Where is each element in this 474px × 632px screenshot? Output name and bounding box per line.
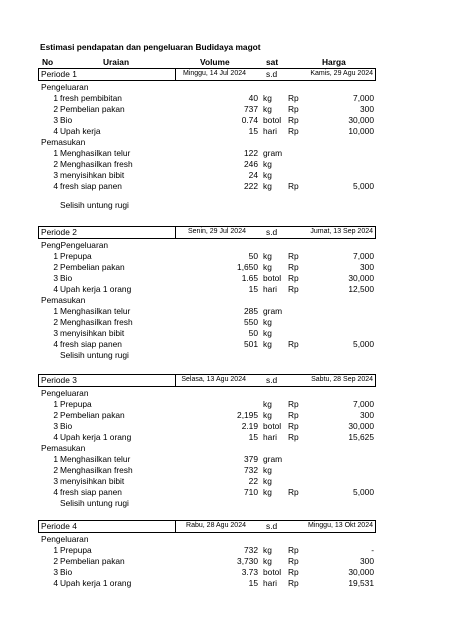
item-volume: 737 <box>244 103 258 114</box>
income-section-title: Pemasukan <box>41 136 86 147</box>
period-label: Periode 1 <box>41 69 77 79</box>
period-end-date: Kamis, 29 Agu 2024 <box>310 70 373 77</box>
item-price: 15,625 <box>348 431 374 442</box>
item-volume: 15 <box>248 431 258 442</box>
item-name: Bio <box>60 272 73 283</box>
item-volume: 24 <box>248 170 258 181</box>
item-volume: 3.73 <box>241 566 258 577</box>
item-currency: Rp <box>288 92 299 103</box>
item-name: Bio <box>60 420 73 431</box>
item-number: 4 <box>53 181 58 192</box>
item-currency: Rp <box>288 409 299 420</box>
expense-section-title: Pengeluaran <box>41 534 89 544</box>
item-volume: 732 <box>244 544 258 555</box>
item-unit: kg <box>263 409 272 420</box>
period-left-border <box>38 68 39 80</box>
period-left-border <box>38 520 39 532</box>
item-name: Pembelian pakan <box>60 103 125 114</box>
item-name: menyisihkan bibit <box>60 328 125 339</box>
item-name: Menghasilkan telur <box>60 148 131 159</box>
item-number: 3 <box>53 170 58 181</box>
period-bottom-border <box>38 532 376 533</box>
item-unit: kg <box>263 159 272 170</box>
item-currency: Rp <box>288 431 299 442</box>
item-unit: gram <box>263 454 283 465</box>
item-unit: hari <box>263 577 277 588</box>
expense-section-title: PengPengeluaran <box>41 240 109 250</box>
period-bottom-border <box>38 80 376 81</box>
item-volume: 40 <box>248 92 258 103</box>
item-name: Menghasilkan fresh <box>60 465 133 476</box>
item-volume: 15 <box>248 577 258 588</box>
item-currency: Rp <box>288 544 299 555</box>
item-volume: 50 <box>248 328 258 339</box>
item-unit: kg <box>263 339 272 350</box>
item-number: 2 <box>53 409 58 420</box>
item-volume: 122 <box>244 148 258 159</box>
item-currency: Rp <box>288 272 299 283</box>
item-number: 2 <box>53 159 58 170</box>
item-volume: 379 <box>244 454 258 465</box>
item-volume: 285 <box>244 306 258 317</box>
item-name: Prepupa <box>60 398 92 409</box>
item-unit: kg <box>263 92 272 103</box>
item-currency: Rp <box>288 125 299 136</box>
period-start-date: Selasa, 13 Agu 2024 <box>181 376 246 383</box>
item-name: menyisihkan bibit <box>60 476 125 487</box>
item-name: fresh siap panen <box>60 339 122 350</box>
item-price: 30,000 <box>348 420 374 431</box>
period-end-date: Jumat, 13 Sep 2024 <box>310 228 373 235</box>
item-volume: 0.74 <box>241 114 258 125</box>
item-number: 4 <box>53 577 58 588</box>
item-price: 30,000 <box>348 114 374 125</box>
period-start-date: Minggu, 14 Jul 2024 <box>182 70 246 77</box>
item-price: 300 <box>360 409 374 420</box>
header-sat: sat <box>266 57 279 67</box>
period-sd: s.d <box>266 375 278 385</box>
item-currency: Rp <box>288 420 299 431</box>
item-name: Upah kerja <box>60 125 101 136</box>
item-number: 1 <box>53 398 58 409</box>
item-number: 3 <box>53 566 58 577</box>
item-unit: kg <box>263 317 272 328</box>
item-number: 1 <box>53 454 58 465</box>
period-label: Periode 2 <box>41 227 77 237</box>
item-unit: hari <box>263 283 277 294</box>
item-volume: 246 <box>244 159 258 170</box>
item-name: fresh siap panen <box>60 181 122 192</box>
period-start-date: Senin, 29 Jul 2024 <box>188 228 246 235</box>
item-price: 7,000 <box>353 250 374 261</box>
item-price: 30,000 <box>348 566 374 577</box>
item-unit: kg <box>263 465 272 476</box>
item-name: fresh pembibitan <box>60 92 122 103</box>
period-label: Periode 4 <box>41 521 77 531</box>
item-name: Prepupa <box>60 250 92 261</box>
item-currency: Rp <box>288 250 299 261</box>
item-price: 10,000 <box>348 125 374 136</box>
item-number: 2 <box>53 465 58 476</box>
item-volume: 22 <box>248 476 258 487</box>
item-unit: gram <box>263 306 283 317</box>
item-price: 30,000 <box>348 272 374 283</box>
item-unit: hari <box>263 431 277 442</box>
item-name: Menghasilkan telur <box>60 454 131 465</box>
period-right-border <box>375 68 376 80</box>
item-unit: botol <box>263 114 282 125</box>
item-currency: Rp <box>288 566 299 577</box>
profit-label: Selisih untung rugi <box>60 350 129 360</box>
item-volume: 2,195 <box>237 409 258 420</box>
item-currency: Rp <box>288 283 299 294</box>
item-number: 3 <box>53 476 58 487</box>
item-price: - <box>371 544 374 555</box>
item-unit: kg <box>263 170 272 181</box>
item-number: 3 <box>53 114 58 125</box>
item-volume: 50 <box>248 250 258 261</box>
header-no: No <box>42 57 54 67</box>
period-right-border <box>375 226 376 238</box>
item-unit: kg <box>263 544 272 555</box>
item-name: Upah kerja 1 orang <box>60 431 132 442</box>
period-start-date: Rabu, 28 Agu 2024 <box>186 522 246 529</box>
item-name: Pembelian pakan <box>60 555 125 566</box>
item-name: fresh siap panen <box>60 487 122 498</box>
item-price: 300 <box>360 555 374 566</box>
item-price: 300 <box>360 261 374 272</box>
item-volume: 1.65 <box>241 272 258 283</box>
item-volume: 222 <box>244 181 258 192</box>
item-number: 3 <box>53 328 58 339</box>
period-left-border <box>38 226 39 238</box>
item-number: 4 <box>53 487 58 498</box>
document-title: Estimasi pendapatan dan pengeluaran Budidaya magot <box>40 42 261 52</box>
item-volume: 2.19 <box>241 420 258 431</box>
item-name: Menghasilkan telur <box>60 306 131 317</box>
expense-section-title: Pengeluaran <box>41 82 89 92</box>
period-end-date: Minggu, 13 Okt 2024 <box>308 522 373 529</box>
item-currency: Rp <box>288 103 299 114</box>
period-right-border <box>375 520 376 532</box>
item-number: 1 <box>53 306 58 317</box>
item-volume: 3,730 <box>237 555 258 566</box>
item-price: 5,000 <box>353 339 374 350</box>
period-bottom-border <box>38 238 376 239</box>
item-unit: kg <box>263 487 272 498</box>
item-volume: 550 <box>244 317 258 328</box>
item-number: 4 <box>53 283 58 294</box>
item-unit: kg <box>263 476 272 487</box>
expense-section-title: Pengeluaran <box>41 388 89 398</box>
profit-label: Selisih untung rugi <box>60 498 129 508</box>
item-volume: 15 <box>248 125 258 136</box>
item-name: Upah kerja 1 orang <box>60 283 132 294</box>
item-unit: botol <box>263 566 282 577</box>
period-right-border <box>375 374 376 386</box>
item-unit: kg <box>263 181 272 192</box>
item-number: 2 <box>53 555 58 566</box>
item-volume: 1,650 <box>237 261 258 272</box>
item-currency: Rp <box>288 114 299 125</box>
item-name: menyisihkan bibit <box>60 170 125 181</box>
item-number: 1 <box>53 148 58 159</box>
item-volume: 501 <box>244 339 258 350</box>
item-unit: kg <box>263 103 272 114</box>
item-price: 12,500 <box>348 283 374 294</box>
item-price: 19,531 <box>348 577 374 588</box>
item-currency: Rp <box>288 555 299 566</box>
period-end-date: Sabtu, 28 Sep 2024 <box>311 376 373 383</box>
item-currency: Rp <box>288 577 299 588</box>
period-sd: s.d <box>266 227 278 237</box>
item-currency: Rp <box>288 181 299 192</box>
item-number: 1 <box>53 544 58 555</box>
period-sd: s.d <box>266 69 278 79</box>
item-unit: botol <box>263 420 282 431</box>
item-number: 1 <box>53 250 58 261</box>
item-name: Bio <box>60 566 73 577</box>
item-number: 1 <box>53 92 58 103</box>
item-unit: kg <box>263 328 272 339</box>
item-volume: 710 <box>244 487 258 498</box>
header-harga: Harga <box>322 57 346 67</box>
item-number: 3 <box>53 272 58 283</box>
item-number: 2 <box>53 261 58 272</box>
item-currency: Rp <box>288 339 299 350</box>
profit-label: Selisih untung rugi <box>60 200 129 210</box>
item-unit: kg <box>263 398 272 409</box>
income-section-title: Pemasukan <box>41 294 86 305</box>
item-number: 2 <box>53 103 58 114</box>
period-bottom-border <box>38 386 376 387</box>
item-currency: Rp <box>288 487 299 498</box>
item-number: 2 <box>53 317 58 328</box>
item-currency: Rp <box>288 261 299 272</box>
income-section-title: Pemasukan <box>41 442 86 453</box>
item-price: 5,000 <box>353 181 374 192</box>
period-left-border <box>38 374 39 386</box>
item-unit: kg <box>263 261 272 272</box>
item-name: Pembelian pakan <box>60 409 125 420</box>
header-volume: Volume <box>200 57 230 67</box>
item-price: 7,000 <box>353 92 374 103</box>
item-name: Upah kerja 1 orang <box>60 577 132 588</box>
header-uraian: Uraian <box>103 57 130 67</box>
item-unit: kg <box>263 555 272 566</box>
period-sd: s.d <box>266 521 278 531</box>
item-name: Pembelian pakan <box>60 261 125 272</box>
item-price: 5,000 <box>353 487 374 498</box>
item-volume: 732 <box>244 465 258 476</box>
item-number: 4 <box>53 125 58 136</box>
item-volume: 15 <box>248 283 258 294</box>
period-label: Periode 3 <box>41 375 77 385</box>
item-currency: Rp <box>288 398 299 409</box>
item-number: 4 <box>53 339 58 350</box>
item-price: 300 <box>360 103 374 114</box>
item-price: 7,000 <box>353 398 374 409</box>
item-unit: botol <box>263 272 282 283</box>
item-unit: gram <box>263 148 283 159</box>
item-unit: kg <box>263 250 272 261</box>
item-unit: hari <box>263 125 277 136</box>
item-number: 3 <box>53 420 58 431</box>
item-name: Menghasilkan fresh <box>60 159 133 170</box>
item-name: Prepupa <box>60 544 92 555</box>
item-name: Bio <box>60 114 73 125</box>
item-number: 4 <box>53 431 58 442</box>
item-name: Menghasilkan fresh <box>60 317 133 328</box>
